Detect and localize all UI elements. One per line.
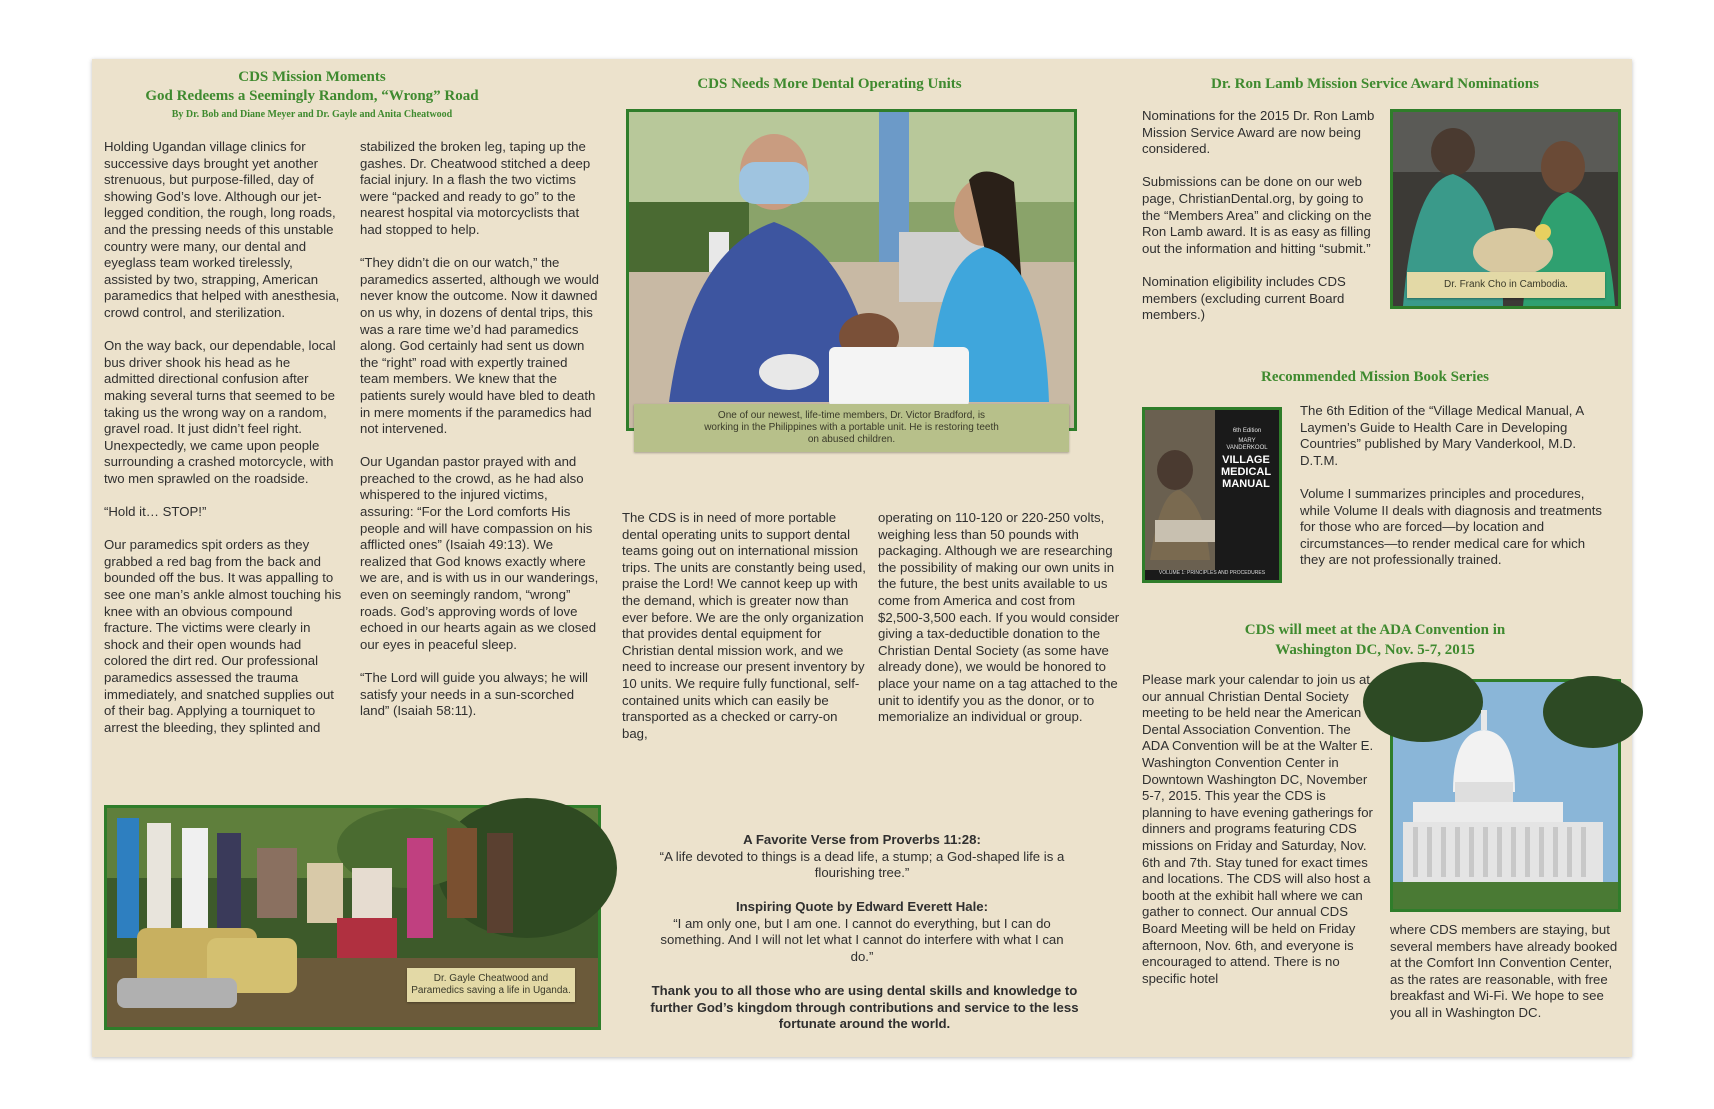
- mission-moments-subtitle: God Redeems a Seemingly Random, “Wrong” Road: [145, 88, 479, 104]
- thank-you-note: Thank you to all those who are using dental skills and knowledge to further God’s kingdom through contributions and service to the less fortunate around the world.: [650, 983, 1079, 1032]
- ada-title-line-2: Washington DC, Nov. 5-7, 2015: [1275, 642, 1475, 658]
- book-text: [1300, 403, 1608, 586]
- story-paragraph: stabilized the broken leg, taping up the gashes. Dr. Cheatwood stitched a deep facial injury. In a flash the two victims were “packed and ready to go” to the nearest hospital via motorcyclists that had stopped to help.: [360, 139, 591, 237]
- capitol-illustration: [1393, 682, 1618, 909]
- award-paragraph: Nomination eligibility includes CDS members (excluding current Board members.): [1142, 273, 1346, 323]
- story-paragraph: Holding Ugandan village clinics for successive days brought yet another strenuous, but purpose-filled, day of showing God’s love. Although our jet-legged condition, the rough, long roads, and the pressing needs of this unstable country were many, our dental and eyeglass team worked tirelessly, assisted by two, strapping, American paramedics that helped with anesthesia, crowd control, and sterilization.: [104, 139, 340, 320]
- verse-heading: A Favorite Verse from Proverbs 11:28:: [743, 832, 981, 847]
- quote-heading: Inspiring Quote by Edward Everett Hale:: [735, 899, 989, 914]
- book-cover-volume: VOLUME 1: PRINCIPLES AND PROCEDURES: [1158, 570, 1266, 576]
- book-cover-edition: 6th Edition: [1232, 428, 1262, 434]
- verse-block: [627, 832, 1097, 882]
- award-text: [1142, 108, 1376, 340]
- award-paragraph: Submissions can be done on our web page, ChristianDental.org, by going to the “Members Area” and clicking on the Ron Lamb award. It is as easy as filling out the information and hitting “submit.”: [1142, 174, 1372, 256]
- mission-moments-title: CDS Mission Moments: [238, 69, 386, 85]
- newsletter-spread: [92, 59, 1632, 1057]
- philippines-dental-photo: [626, 109, 1077, 445]
- dental-units-column-1: The CDS is in need of more portable dental operating units to support dental teams going out on international mission trips. The units are constantly being used, praise the Lord! We cannot keep up with the demand, which is greater now than ever before. We are the only organization that provides dental equipment for Christian dental mission work, and we need to increase our present inventory by 10 units. We require fully functional, self-contained units which can easily be transported as a checked or carry-on bag,: [622, 510, 866, 741]
- book-cover-author: MARY VANDERKOOL: [1226, 438, 1268, 451]
- story-paragraph: “The Lord will guide you always; he will satisfy your needs in a sun-scorched land” (Isaiah 58:11).: [360, 670, 588, 719]
- story-paragraph: Our paramedics spit orders as they grabbed a red bag from the back and bounded off the bus. It was appalling to see one man’s ankle almost touching his knee with an obvious compound fracture. The victims were clearly in shock and their open wounds had colored the dirt red. Our professional paramedics assessed the trauma immediately, and snatched supplies out of their bag. Applying a tourniquet to arrest the bleeding, they splinted and: [104, 537, 342, 735]
- cambodia-photo: [1390, 109, 1621, 309]
- quote-text: “I am only one, but I am one. I cannot do everything, but I can do something. And I will not let what I cannot do interfere with what I can do.”: [660, 915, 1064, 964]
- byline: By Dr. Bob and Diane Meyer and Dr. Gayle and Anita Cheatwood: [171, 109, 453, 120]
- book-cover-title: [1213, 454, 1279, 490]
- ada-column-1: Please mark your calendar to join us at our annual Christian Dental Society meeting to be held near the American Dental Association Convention. The ADA Convention will be at the Walter E. Washington Convention Center in Downtown Washington DC, November 5-7, 2015. This year the CDS is planning to have evening gatherings for dinners and programs featuring CDS missions on Friday and Saturday, Nov. 6th and 7th. Stay tuned for exact times and locations. The CDS will also host a booth at the exhibit hall where we can gather to connect. Our annual CDS Board Meeting will be held on Friday afternoon, Nov. 6th, and everyone is encouraged to attend. There is no specific hotel: [1142, 672, 1374, 986]
- book-paragraph: Volume I summarizes principles and procedures, while Volume II deals with diagnosis and treatments for those who are forced—by location and circumstances—to render medical care for which they are not professionally trained.: [1300, 485, 1603, 568]
- story-paragraph: “They didn’t die on our watch,” the paramedics asserted, although we would never know the outcome. Now it dawned on us why, in dozens of dental trips, this was a rare time we’d had paramedics along. God certainly had sent us down the “right” road with expertly trained team members. We knew that the patients surely would have bled to death in mere moments if the paramedics had not intervened.: [360, 255, 599, 437]
- story-paragraph: On the way back, our dependable, local bus driver shook his head as he admitted directional confusion after making several turns that seemed to be taking us the wrong way on a random, gravel road. It just didn’t feel right. Unexpectedly, we came upon people surrounding a crashed motorcycle, with two men sprawled on the roadside.: [104, 338, 336, 486]
- story-column-1: [104, 139, 344, 753]
- book-series-title: Recommended Mission Book Series: [1261, 369, 1489, 385]
- story-paragraph: Our Ugandan pastor prayed with and preached to the crowd, as he had also whispered to the injured victims, assuring: “For the Lord comforts His people and will have compassion on his afflicted ones” (Isaiah 49:13). We realized that God knows exactly where we are, and is with us in our wanderings, even on seemingly random, “wrong” roads. God’s approving words of love echoed in our hearts again as we closed our eyes in peaceful sleep.: [360, 454, 599, 652]
- book-paragraph: The 6th Edition of the “Village Medical Manual, A Laymen’s Guide to Health Care in Developing Countries” published by Mary Vanderkool, M.D. D.T.M.: [1300, 403, 1584, 468]
- quote-block: [657, 899, 1067, 965]
- capitol-photo: [1390, 679, 1621, 912]
- book-cover-title-line: MEDICAL: [1220, 466, 1272, 478]
- book-cover: [1142, 407, 1282, 583]
- book-cover-title-line: MANUAL: [1222, 478, 1270, 490]
- story-column-2: [360, 139, 600, 736]
- award-title: Dr. Ron Lamb Mission Service Award Nominations: [1211, 76, 1539, 92]
- cambodia-photo-caption: Dr. Frank Cho in Cambodia.: [1407, 272, 1605, 298]
- uganda-photo-caption: Dr. Gayle Cheatwood and Paramedics saving a life in Uganda.: [407, 968, 575, 1002]
- philippines-photo-caption: One of our newest, life-time members, Dr. Victor Bradford, is working in the Philippines with a portable unit. He is restoring teeth on abused children.: [634, 404, 1069, 452]
- story-paragraph: “Hold it… STOP!”: [104, 504, 207, 520]
- dental-scene-illustration: [629, 112, 1074, 428]
- award-paragraph: Nominations for the 2015 Dr. Ron Lamb Mission Service Award are now being considered.: [1142, 108, 1375, 157]
- dental-units-column-2: operating on 110-120 or 220-250 volts, weighing less than 50 pounds with packaging. Although we are researching the possibility of making our own units in the future, the best units available to us come from America and cost from $2,500-3,500 each. If you would consider giving a tax-deductible donation to the Christian Dental Society (as some have already done), we would be honored to place your name on a tag attached to the unit to identify you as the donor, or to memorialize an individual or group.: [878, 510, 1120, 725]
- book-cover-illustration: [1145, 410, 1279, 580]
- verse-text: “A life devoted to things is a dead life, a stump; a God-shaped life is a flourishing tree.”: [659, 848, 1065, 881]
- book-cover-title-line: VILLAGE: [1222, 454, 1270, 466]
- dental-units-title: CDS Needs More Dental Operating Units: [697, 76, 962, 92]
- ada-column-2: where CDS members are staying, but several members have already booked at the Comfort Inn Convention Center, as the rates are reasonable, with free breakfast and Wi-Fi. We hope to see you all in Washington DC.: [1390, 922, 1618, 1020]
- ada-title-line-1: CDS will meet at the ADA Convention in: [1244, 622, 1506, 638]
- uganda-rescue-photo: [104, 805, 601, 1030]
